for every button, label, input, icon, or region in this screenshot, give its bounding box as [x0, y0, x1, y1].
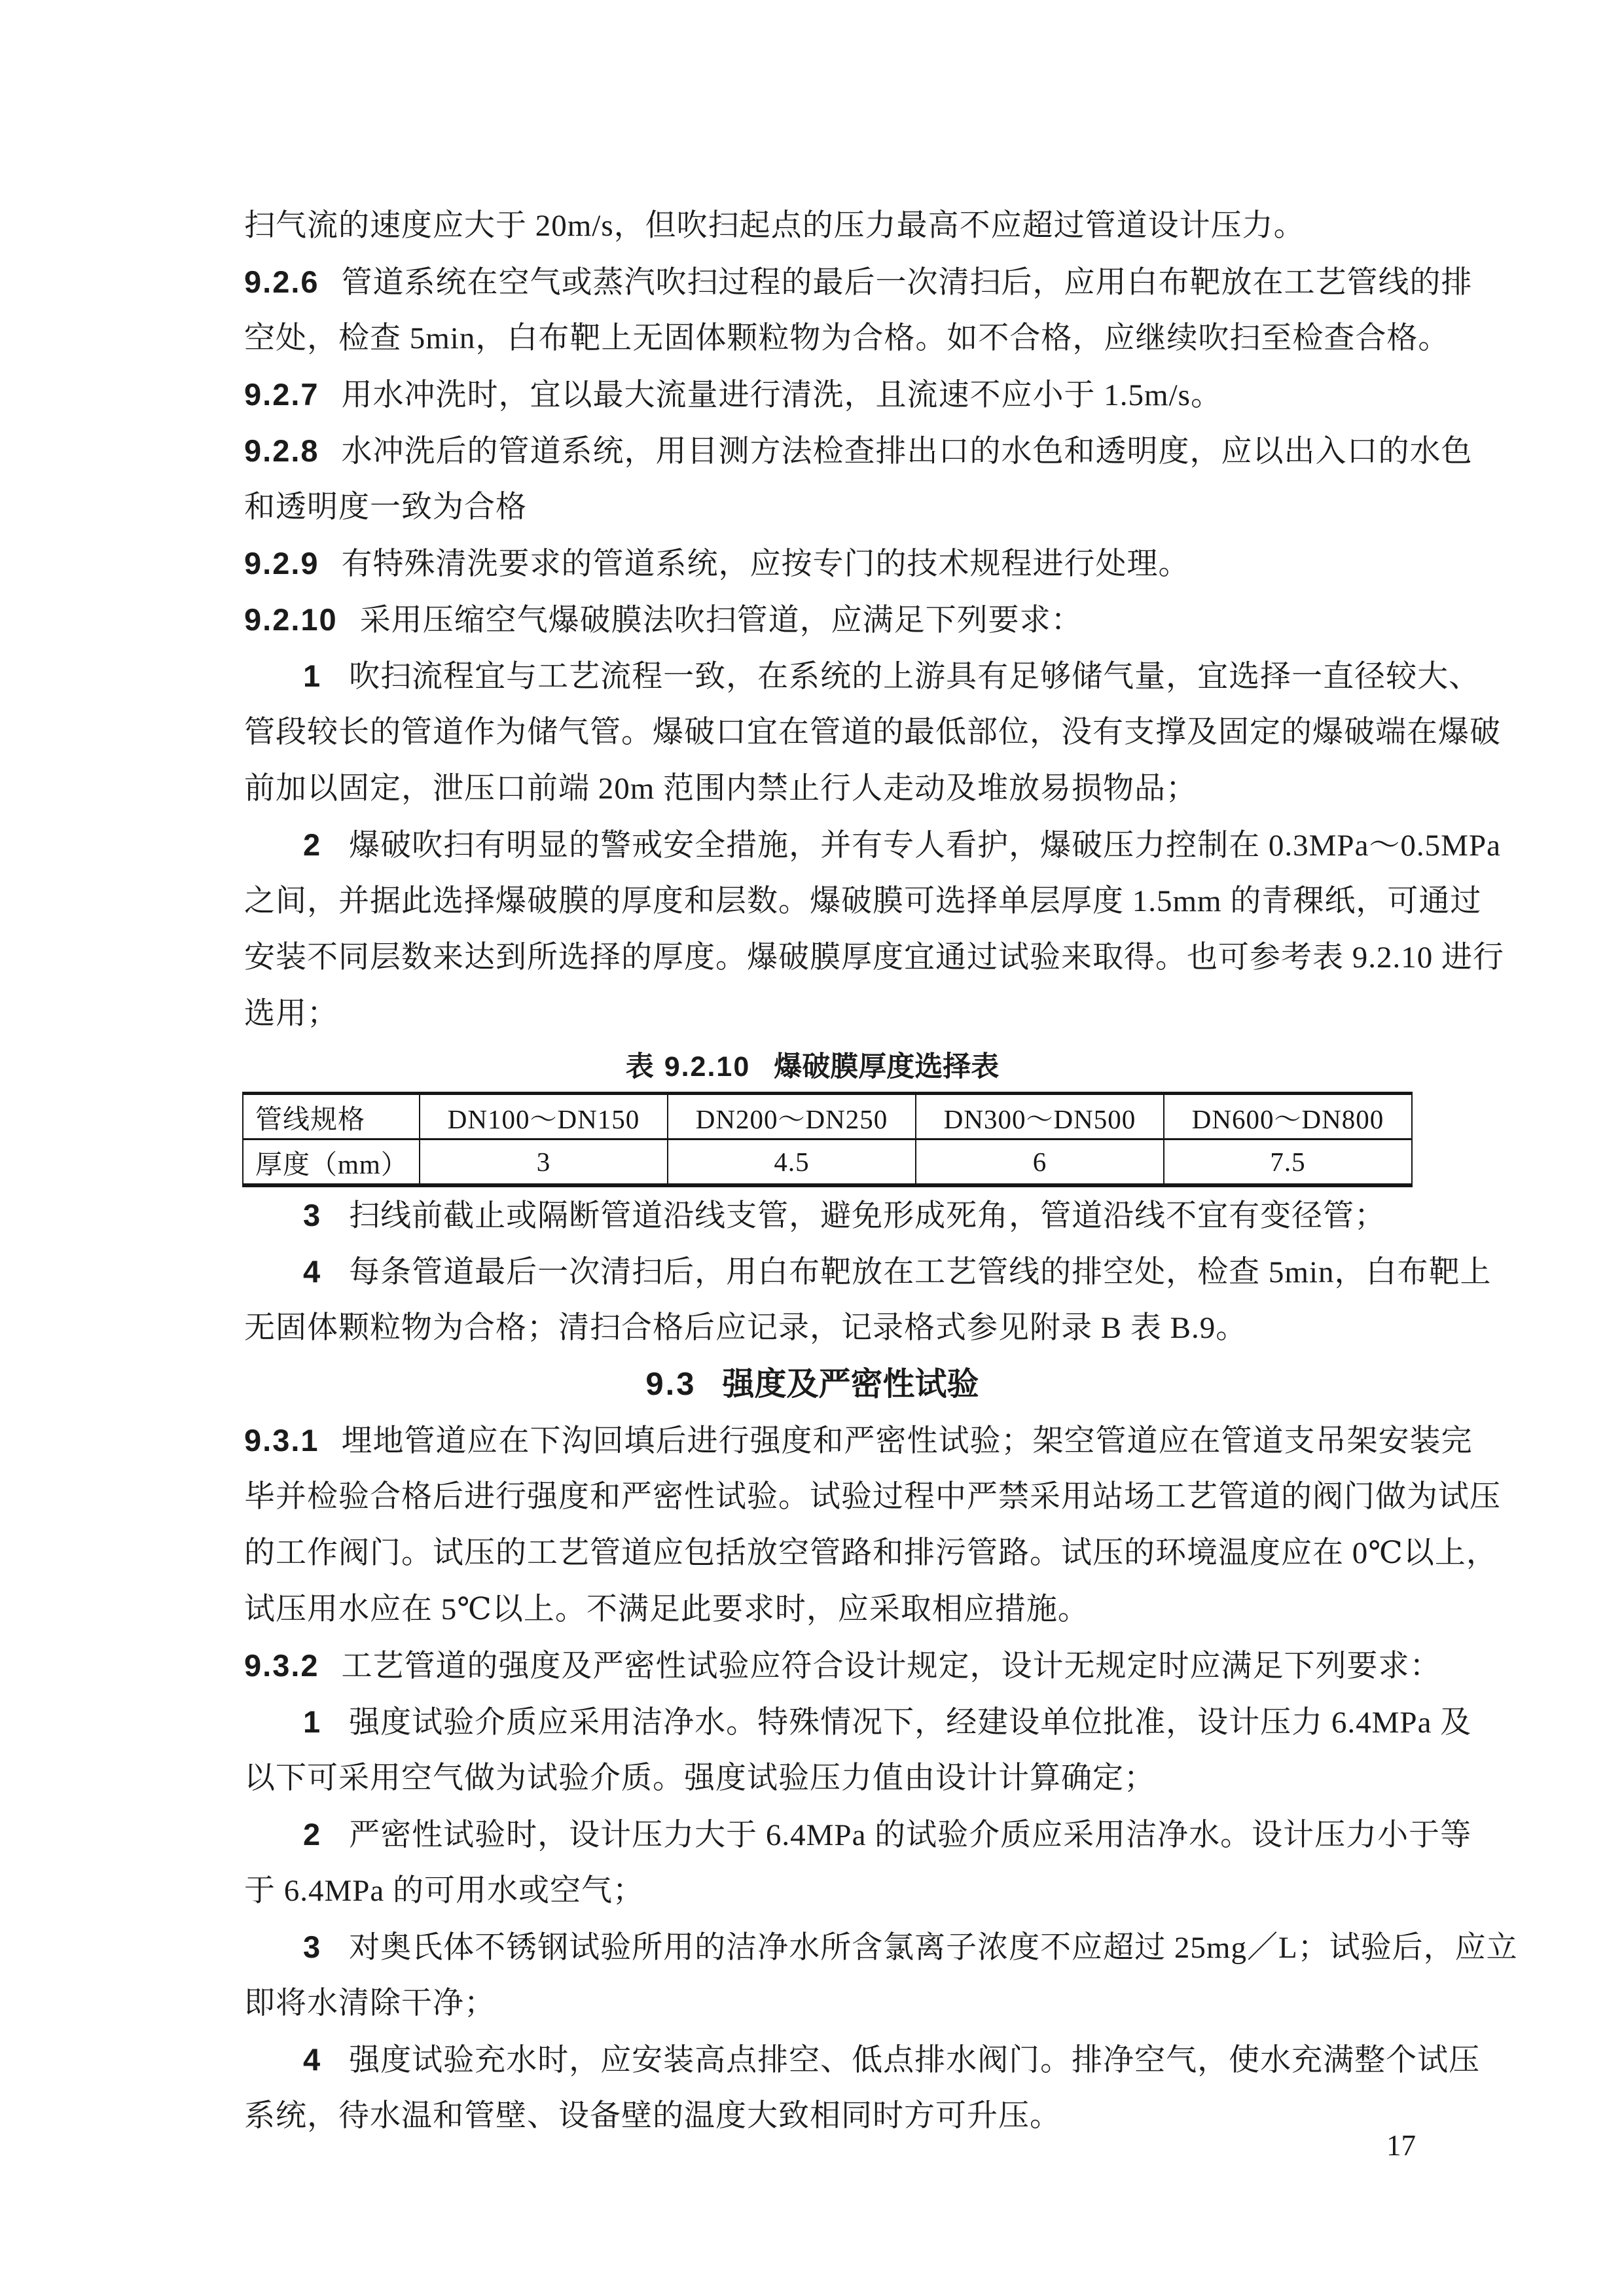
- item-number: 1: [303, 658, 322, 693]
- item-3-line: [244, 1919, 1518, 1975]
- section-9.3-heading: [244, 1356, 1380, 1412]
- text-line: [244, 704, 1501, 761]
- clause-text: 埋地管道应在下沟回填后进行强度和严密性试验；架空管道应在管道支吊架安装完: [341, 1424, 1473, 1458]
- text-line: [244, 310, 1450, 367]
- item-1-line: [244, 1694, 1472, 1750]
- text-line: [244, 761, 1380, 817]
- clause-text: 的工作阀门。试压的工艺管道应包括放空管路和排污管路。试压的环境温度应在 0℃以上，: [244, 1536, 1498, 1570]
- table-value-cell: 3: [420, 1139, 668, 1186]
- table-row: [243, 1094, 1412, 1139]
- item-number: 4: [303, 2042, 322, 2077]
- burst-membrane-thickness-table: [242, 1092, 1413, 1187]
- clause-number: 9.2.6: [244, 264, 319, 299]
- clause-text: 采用压缩空气爆破膜法吹扫管道，应满足下列要求：: [359, 603, 1083, 637]
- clause-text: 之间，并据此选择爆破膜的厚度和层数。爆破膜可选择单层厚度 1.5mm 的青稞纸，可通过: [244, 884, 1482, 918]
- clause-number: 9.2.7: [244, 377, 319, 412]
- text-line: [244, 873, 1482, 929]
- section-9.2.8-line: [244, 423, 1473, 479]
- clause-text: 和透明度一致为合格: [244, 490, 527, 524]
- clause-text: 每条管道最后一次清扫后，用白布靶放在工艺管线的排空处，检查 5min，白布靶上: [349, 1255, 1492, 1289]
- table-title-text: 爆破膜厚度选择表: [774, 1051, 1000, 1083]
- clause-text: 强度试验介质应采用洁净水。特殊情况下，经建设单位批准，设计压力 6.4MPa 及: [349, 1706, 1472, 1740]
- text-line: [244, 1581, 1380, 1638]
- item-number: 3: [303, 1929, 322, 1964]
- clause-number: 9.2.8: [244, 433, 319, 468]
- text-line: [244, 1975, 1380, 2032]
- clause-text: 毕并检验合格后进行强度和严密性试验。试验过程中严禁采用站场工艺管道的阀门做为试压: [244, 1480, 1501, 1514]
- clause-text: 爆破吹扫有明显的警戒安全措施，并有专人看护，爆破压力控制在 0.3MPa～0.5MPa: [349, 829, 1501, 863]
- item-2-line: [244, 817, 1501, 873]
- item-4-line: [244, 1244, 1492, 1300]
- section-9.2.7-line: [244, 367, 1380, 423]
- clause-text: 水冲洗后的管道系统，用目测方法检查排出口的水色和透明度，应以出入口的水色: [341, 435, 1473, 469]
- item-number: 4: [303, 1254, 322, 1289]
- heading-title: 强度及严密性试验: [722, 1367, 979, 1402]
- item-2-line: [244, 1806, 1472, 1863]
- table-title: [244, 1042, 1380, 1092]
- table-header-cell: DN100～DN150: [420, 1094, 668, 1139]
- text-line: [244, 1300, 1380, 1356]
- table-header-cell: DN200～DN250: [668, 1094, 916, 1139]
- clause-text: 即将水清除干净；: [244, 1986, 496, 2020]
- page-content: [244, 198, 1518, 2144]
- table-header-cell: 管线规格: [243, 1094, 420, 1139]
- table-value-cell: 7.5: [1164, 1139, 1412, 1186]
- clause-text: 前加以固定，泄压口前端 20m 范围内禁止行人走动及堆放易损物品；: [244, 772, 1198, 806]
- clause-text: 系统，待水温和管壁、设备壁的温度大致相同时方可升压。: [244, 2099, 1061, 2133]
- item-number: 3: [303, 1198, 322, 1232]
- text-line: [244, 1469, 1501, 1525]
- item-3-line: [244, 1187, 1386, 1244]
- clause-number: 9.3.1: [244, 1423, 319, 1458]
- clause-text: 于 6.4MPa 的可用水或空气；: [244, 1874, 645, 1908]
- table-header-cell: DN300～DN500: [916, 1094, 1164, 1139]
- clause-text: 空处，检查 5min，白布靶上无固体颗粒物为合格。如不合格，应继续吹扫至检查合格。: [244, 321, 1450, 355]
- clause-text: 安装不同层数来达到所选择的厚度。爆破膜厚度宜通过试验来取得。也可参考表 9.2.10 进行: [244, 941, 1504, 975]
- clause-text: 工艺管道的强度及严密性试验应符合设计规定，设计无规定时应满足下列要求：: [341, 1649, 1441, 1683]
- clause-number: 9.2.10: [244, 602, 338, 637]
- text-line: [244, 1863, 1380, 1919]
- text-line: [244, 929, 1504, 986]
- clause-text: 选用；: [244, 997, 338, 1031]
- table-label: 表 9.2.10: [625, 1051, 751, 1083]
- item-number: 1: [303, 1704, 322, 1739]
- section-9.2.6-line: [244, 254, 1473, 310]
- table-row: [243, 1139, 1412, 1186]
- item-number: 2: [303, 1817, 322, 1852]
- table-value-cell: 4.5: [668, 1139, 916, 1186]
- section-9.2.10-line: [244, 592, 1380, 648]
- section-9.3.2-line: [244, 1638, 1441, 1694]
- clause-text: 无固体颗粒物为合格；清扫合格后应记录，记录格式参见附录 B 表 B.9。: [244, 1311, 1248, 1345]
- clause-text: 对奥氏体不锈钢试验所用的洁净水所含氯离子浓度不应超过 25mg／L；试验后，应立: [349, 1931, 1518, 1965]
- page-number: 17: [1386, 2129, 1416, 2162]
- text-line: [244, 198, 1380, 254]
- clause-text: 有特殊清洗要求的管道系统，应按专门的技术规程进行处理。: [341, 547, 1190, 581]
- text-line: [244, 1525, 1498, 1581]
- section-9.2.9-line: [244, 535, 1380, 592]
- text-line: [244, 986, 1380, 1042]
- table-value-cell: 厚度（mm）: [243, 1139, 420, 1186]
- item-number: 2: [303, 827, 322, 862]
- clause-text: 吹扫流程宜与工艺流程一致，在系统的上游具有足够储气量，宜选择一直径较大、: [349, 660, 1481, 694]
- clause-number: 9.2.9: [244, 546, 319, 581]
- table-value-cell: 6: [916, 1139, 1164, 1186]
- clause-text: 强度试验充水时，应安装高点排空、低点排水阀门。排净空气，使水充满整个试压: [349, 2043, 1481, 2077]
- clause-text: 管道系统在空气或蒸汽吹扫过程的最后一次清扫后，应用白布靶放在工艺管线的排: [341, 266, 1473, 300]
- heading-number: 9.3: [645, 1367, 696, 1402]
- text-line: [244, 479, 1380, 535]
- item-4-line: [244, 2032, 1481, 2088]
- clause-text: 用水冲洗时，宜以最大流量进行清洗，且流速不应小于 1.5m/s。: [341, 378, 1222, 412]
- clause-text: 试压用水应在 5℃以上。不满足此要求时，应采取相应措施。: [244, 1592, 1089, 1626]
- clause-text: 严密性试验时，设计压力大于 6.4MPa 的试验介质应采用洁净水。设计压力小于等: [349, 1818, 1472, 1852]
- clause-number: 9.3.2: [244, 1648, 319, 1683]
- section-9.3.1-line: [244, 1412, 1473, 1469]
- clause-text: 扫气流的速度应大于 20m/s，但吹扫起点的压力最高不应超过管道设计压力。: [244, 209, 1305, 243]
- item-1-line: [244, 648, 1481, 704]
- text-line: [244, 1750, 1380, 1806]
- clause-text: 以下可采用空气做为试验介质。强度试验压力值由设计计算确定；: [244, 1761, 1155, 1795]
- clause-text: 管段较长的管道作为储气管。爆破口宜在管道的最低部位，没有支撑及固定的爆破端在爆破: [244, 715, 1501, 749]
- table-header-cell: DN600～DN800: [1164, 1094, 1412, 1139]
- clause-text: 扫线前截止或隔断管道沿线支管，避免形成死角，管道沿线不宜有变径管；: [349, 1199, 1386, 1233]
